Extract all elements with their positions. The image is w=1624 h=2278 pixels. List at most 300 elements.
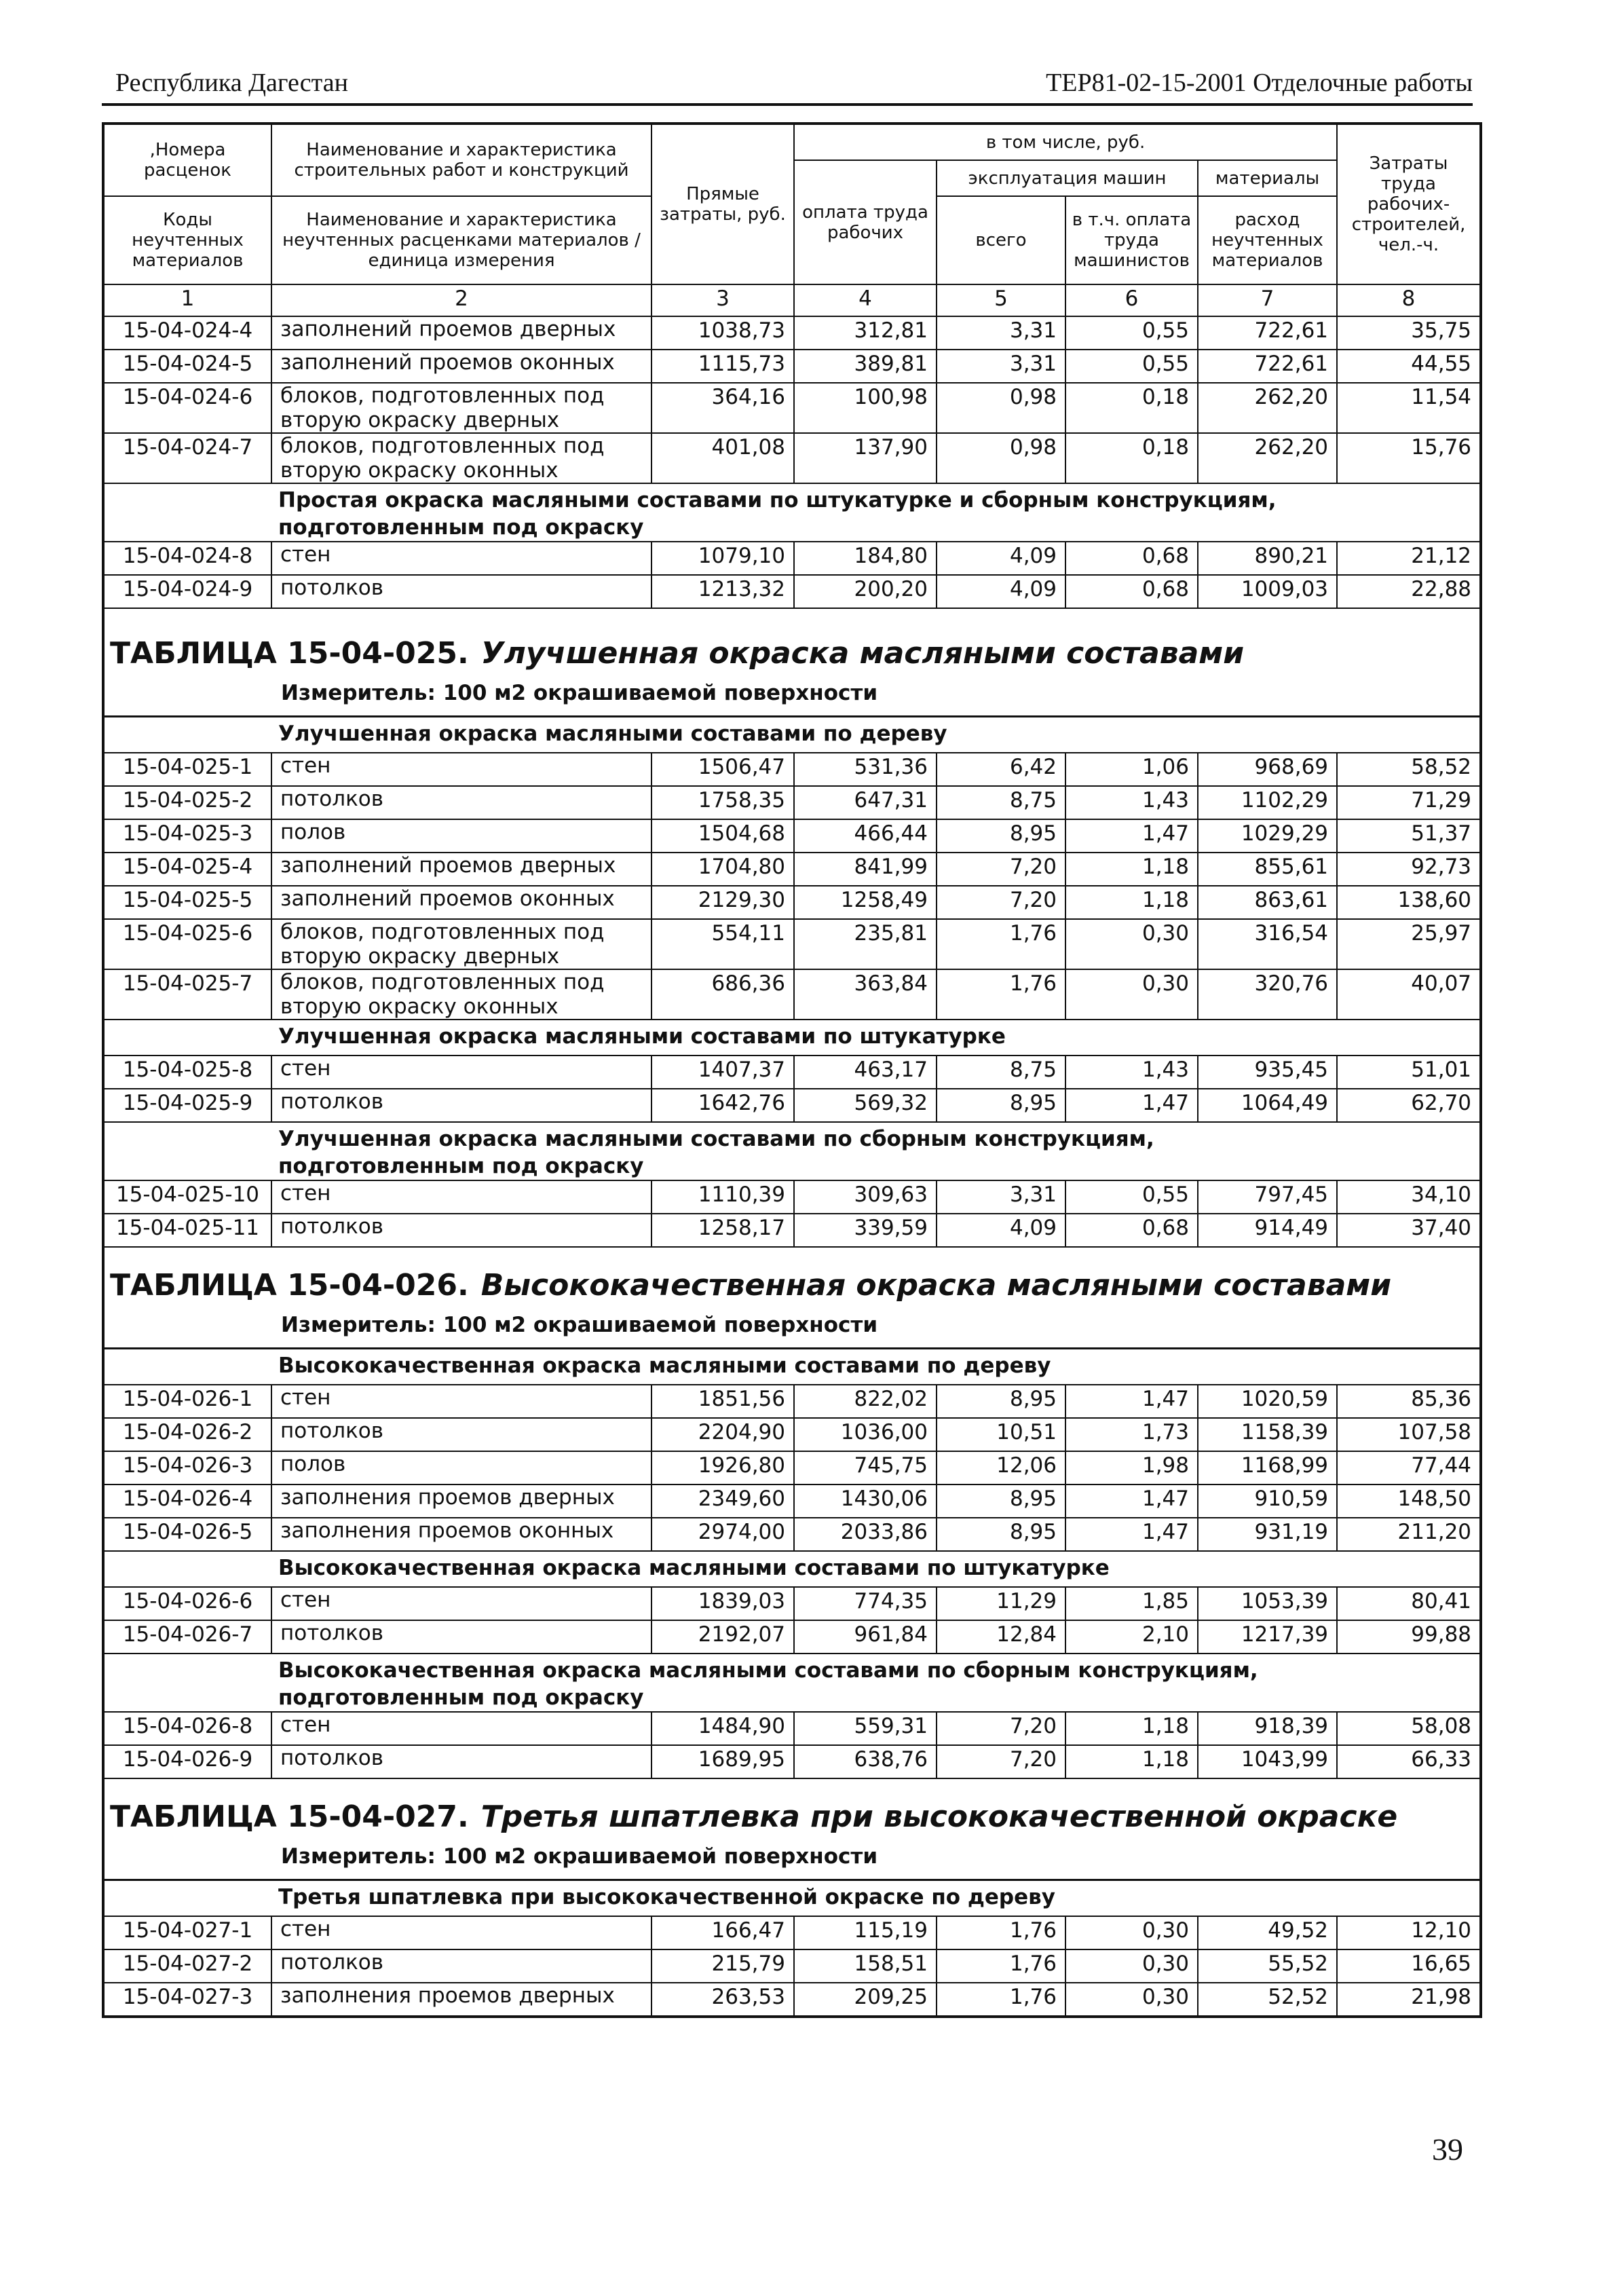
rate-code: 15-04-026-6 — [103, 1587, 271, 1620]
value-cell: 339,59 — [794, 1214, 937, 1247]
value-cell: 686,36 — [652, 969, 794, 1020]
value-cell: 559,31 — [794, 1712, 937, 1745]
section-heading: Высококачественная окраска масляными составами по дереву — [278, 1353, 1051, 1378]
value-cell: 1038,73 — [652, 316, 794, 350]
value-cell: 8,95 — [937, 819, 1065, 853]
rate-code: 15-04-026-2 — [103, 1418, 271, 1451]
value-cell: 389,81 — [794, 350, 937, 383]
section-heading-row — [103, 483, 1481, 542]
value-cell: 1430,06 — [794, 1485, 937, 1518]
value-cell: 1704,80 — [652, 853, 794, 886]
table-row — [103, 1983, 1481, 2017]
rate-code: 15-04-025-7 — [103, 969, 271, 1020]
rate-code: 15-04-025-5 — [103, 886, 271, 919]
value-cell: 935,45 — [1198, 1056, 1337, 1089]
value-cell: 0,55 — [1065, 350, 1198, 383]
rate-code: 15-04-026-3 — [103, 1451, 271, 1485]
rate-code: 15-04-024-5 — [103, 350, 271, 383]
value-cell: 722,61 — [1198, 316, 1337, 350]
value-cell: 184,80 — [794, 542, 937, 575]
section-heading-row — [103, 1122, 1481, 1180]
value-cell: 0,68 — [1065, 542, 1198, 575]
table-row — [103, 1949, 1481, 1983]
value-cell: 1,18 — [1065, 886, 1198, 919]
value-cell: 44,55 — [1337, 350, 1481, 383]
value-cell: 0,68 — [1065, 575, 1198, 608]
table-body — [103, 284, 1481, 2017]
section-heading-row — [103, 717, 1481, 753]
work-name: стен — [271, 542, 652, 575]
value-cell: 3,31 — [937, 316, 1065, 350]
table-name: Высококачественная окраска масляными составами — [480, 1268, 1392, 1303]
page-number: 39 — [1432, 2132, 1463, 2167]
work-name: заполнения проемов дверных — [271, 1983, 652, 2017]
value-cell: 92,73 — [1337, 853, 1481, 886]
work-name: стен — [271, 1180, 652, 1214]
section-heading-row — [103, 1880, 1481, 1917]
rate-code: 15-04-026-8 — [103, 1712, 271, 1745]
value-cell: 25,97 — [1337, 919, 1481, 969]
value-cell: 12,06 — [937, 1451, 1065, 1485]
value-cell: 745,75 — [794, 1451, 937, 1485]
table-row — [103, 433, 1481, 483]
work-name: блоков, подготовленных под вторую окраску оконных — [271, 433, 652, 483]
value-cell: 463,17 — [794, 1056, 937, 1089]
value-cell: 1506,47 — [652, 753, 794, 786]
value-cell: 55,52 — [1198, 1949, 1337, 1983]
table-row — [103, 919, 1481, 969]
rate-code: 15-04-025-9 — [103, 1089, 271, 1122]
rate-code: 15-04-025-2 — [103, 786, 271, 819]
work-name: потолков — [271, 786, 652, 819]
header-including: в том числе, руб. — [794, 124, 1337, 160]
table-row — [103, 1916, 1481, 1949]
column-number: 3 — [652, 284, 794, 316]
value-cell: 3,31 — [937, 1180, 1065, 1214]
value-cell: 2033,86 — [794, 1518, 937, 1551]
column-numbers-row — [103, 284, 1481, 316]
value-cell: 8,75 — [937, 786, 1065, 819]
work-name: блоков, подготовленных под вторую окраску дверных — [271, 383, 652, 433]
value-cell: 1,43 — [1065, 786, 1198, 819]
work-name: потолков — [271, 1745, 652, 1778]
work-name: блоков, подготовленных под вторую окраску оконных — [271, 969, 652, 1020]
value-cell: 1,76 — [937, 1916, 1065, 1949]
value-cell: 148,50 — [1337, 1485, 1481, 1518]
table-row — [103, 753, 1481, 786]
value-cell: 1020,59 — [1198, 1385, 1337, 1418]
value-cell: 1168,99 — [1198, 1451, 1337, 1485]
value-cell: 262,20 — [1198, 383, 1337, 433]
value-cell: 1158,39 — [1198, 1418, 1337, 1451]
value-cell: 99,88 — [1337, 1620, 1481, 1654]
table-row — [103, 786, 1481, 819]
value-cell: 7,20 — [937, 1745, 1065, 1778]
value-cell: 8,95 — [937, 1485, 1065, 1518]
table-row — [103, 1712, 1481, 1745]
value-cell: 100,98 — [794, 383, 937, 433]
rate-code: 15-04-026-4 — [103, 1485, 271, 1518]
rate-code: 15-04-024-7 — [103, 433, 271, 483]
value-cell: 1839,03 — [652, 1587, 794, 1620]
value-cell: 0,30 — [1065, 969, 1198, 1020]
value-cell: 4,09 — [937, 575, 1065, 608]
value-cell: 11,54 — [1337, 383, 1481, 433]
work-name: стен — [271, 1385, 652, 1418]
price-table — [102, 122, 1482, 2018]
value-cell: 85,36 — [1337, 1385, 1481, 1418]
value-cell: 35,75 — [1337, 316, 1481, 350]
value-cell: 12,10 — [1337, 1916, 1481, 1949]
section-heading-row — [103, 1349, 1481, 1385]
work-name: заполнений проемов дверных — [271, 853, 652, 886]
rate-code: 15-04-027-1 — [103, 1916, 271, 1949]
table-row — [103, 1418, 1481, 1451]
value-cell: 309,63 — [794, 1180, 937, 1214]
value-cell: 209,25 — [794, 1983, 937, 2017]
table-row — [103, 969, 1481, 1020]
table-row — [103, 1587, 1481, 1620]
value-cell: 0,68 — [1065, 1214, 1198, 1247]
value-cell: 1,18 — [1065, 1712, 1198, 1745]
value-cell: 722,61 — [1198, 350, 1337, 383]
value-cell: 774,35 — [794, 1587, 937, 1620]
value-cell: 37,40 — [1337, 1214, 1481, 1247]
work-name: заполнения проемов дверных — [271, 1485, 652, 1518]
value-cell: 77,44 — [1337, 1451, 1481, 1485]
value-cell: 11,29 — [937, 1587, 1065, 1620]
value-cell: 15,76 — [1337, 433, 1481, 483]
work-name: стен — [271, 1056, 652, 1089]
value-cell: 8,95 — [937, 1385, 1065, 1418]
table-row — [103, 853, 1481, 886]
value-cell: 3,31 — [937, 350, 1065, 383]
value-cell: 4,09 — [937, 542, 1065, 575]
header-doc-title: ТЕР81-02-15-2001 Отделочные работы — [1046, 69, 1473, 97]
value-cell: 8,75 — [937, 1056, 1065, 1089]
value-cell: 0,30 — [1065, 1983, 1198, 2017]
value-cell: 71,29 — [1337, 786, 1481, 819]
work-name: заполнений проемов оконных — [271, 886, 652, 919]
spacer-row — [103, 608, 1481, 621]
value-cell: 7,20 — [937, 1712, 1065, 1745]
work-name: стен — [271, 1712, 652, 1745]
table-title-row — [103, 1785, 1481, 1839]
value-cell: 961,84 — [794, 1620, 937, 1654]
value-cell: 855,61 — [1198, 853, 1337, 886]
value-cell: 7,20 — [937, 853, 1065, 886]
value-cell: 1,47 — [1065, 819, 1198, 853]
value-cell: 918,39 — [1198, 1712, 1337, 1745]
value-cell: 569,32 — [794, 1089, 937, 1122]
table-number: ТАБЛИЦА 15-04-025. — [110, 636, 469, 671]
value-cell: 137,90 — [794, 433, 937, 483]
column-number: 2 — [271, 284, 652, 316]
value-cell: 8,95 — [937, 1518, 1065, 1551]
header-machine-operation: эксплуатация машин — [937, 160, 1198, 196]
section-heading: Третья шпатлевка при высококачественной окраске по дереву — [278, 1885, 1055, 1909]
table-row — [103, 1214, 1481, 1247]
value-cell: 21,98 — [1337, 1983, 1481, 2017]
value-cell: 262,20 — [1198, 433, 1337, 483]
header-material-name: Наименование и характеристика неучтенных расценками материалов / единица измерения — [271, 196, 652, 284]
header-material-consumption: расход неучтенных материалов — [1198, 196, 1337, 284]
value-cell: 12,84 — [937, 1620, 1065, 1654]
value-cell: 554,11 — [652, 919, 794, 969]
rate-code: 15-04-027-2 — [103, 1949, 271, 1983]
value-cell: 1,47 — [1065, 1089, 1198, 1122]
value-cell: 0,30 — [1065, 919, 1198, 969]
section-heading: Простая окраска масляными составами по штукатурке и сборным конструкциям, подготовленным под окраску — [278, 488, 1277, 540]
column-number: 5 — [937, 284, 1065, 316]
value-cell: 1,76 — [937, 919, 1065, 969]
value-cell: 115,19 — [794, 1916, 937, 1949]
value-cell: 890,21 — [1198, 542, 1337, 575]
column-number: 6 — [1065, 284, 1198, 316]
value-cell: 7,20 — [937, 886, 1065, 919]
value-cell: 52,52 — [1198, 1983, 1337, 2017]
measure-unit: Измеритель: 100 м2 окрашиваемой поверхности — [103, 1307, 1481, 1349]
value-cell: 0,18 — [1065, 383, 1198, 433]
rate-code: 15-04-025-3 — [103, 819, 271, 853]
value-cell: 107,58 — [1337, 1418, 1481, 1451]
value-cell: 312,81 — [794, 316, 937, 350]
work-name: потолков — [271, 575, 652, 608]
table-row — [103, 1089, 1481, 1122]
value-cell: 1504,68 — [652, 819, 794, 853]
value-cell: 1,43 — [1065, 1056, 1198, 1089]
rate-code: 15-04-025-1 — [103, 753, 271, 786]
table-number: ТАБЛИЦА 15-04-027. — [110, 1799, 469, 1834]
section-heading-row — [103, 1020, 1481, 1056]
value-cell: 1036,00 — [794, 1418, 937, 1451]
value-cell: 914,49 — [1198, 1214, 1337, 1247]
value-cell: 638,76 — [794, 1745, 937, 1778]
section-heading: Высококачественная окраска масляными составами по сборным конструкциям, подготовленным под окраску — [278, 1658, 1258, 1710]
measure-row — [103, 1307, 1481, 1349]
value-cell: 58,08 — [1337, 1712, 1481, 1745]
rate-code: 15-04-026-1 — [103, 1385, 271, 1418]
table-header — [103, 124, 1481, 284]
table-row — [103, 1385, 1481, 1418]
rate-code: 15-04-025-6 — [103, 919, 271, 969]
value-cell: 797,45 — [1198, 1180, 1337, 1214]
value-cell: 647,31 — [794, 786, 937, 819]
spacer-row — [103, 1247, 1481, 1253]
value-cell: 863,61 — [1198, 886, 1337, 919]
rate-code: 15-04-024-9 — [103, 575, 271, 608]
value-cell: 66,33 — [1337, 1745, 1481, 1778]
value-cell: 968,69 — [1198, 753, 1337, 786]
value-cell: 1642,76 — [652, 1089, 794, 1122]
header-machine-total: всего — [937, 196, 1065, 284]
work-name: заполнения проемов оконных — [271, 1518, 652, 1551]
spacer-row — [103, 1778, 1481, 1785]
value-cell: 6,42 — [937, 753, 1065, 786]
rate-code: 15-04-024-6 — [103, 383, 271, 433]
value-cell: 0,55 — [1065, 316, 1198, 350]
section-heading: Улучшенная окраска масляными составами по сборным конструкциям, подготовленным под окраску — [278, 1127, 1154, 1178]
header-rate-numbers: ,Номера расценок — [103, 124, 271, 196]
value-cell: 1,98 — [1065, 1451, 1198, 1485]
value-cell: 49,52 — [1198, 1916, 1337, 1949]
value-cell: 200,20 — [794, 575, 937, 608]
work-name: стен — [271, 1587, 652, 1620]
value-cell: 2349,60 — [652, 1485, 794, 1518]
value-cell: 1,47 — [1065, 1485, 1198, 1518]
value-cell: 62,70 — [1337, 1089, 1481, 1122]
value-cell: 2974,00 — [652, 1518, 794, 1551]
table-row — [103, 886, 1481, 919]
column-number: 1 — [103, 284, 271, 316]
table-name: Улучшенная окраска масляными составами — [480, 636, 1245, 671]
value-cell: 235,81 — [794, 919, 937, 969]
value-cell: 363,84 — [794, 969, 937, 1020]
work-name: стен — [271, 753, 652, 786]
value-cell: 1,76 — [937, 1949, 1065, 1983]
value-cell: 1110,39 — [652, 1180, 794, 1214]
measure-unit: Измеритель: 100 м2 окрашиваемой поверхности — [103, 675, 1481, 717]
section-heading: Улучшенная окраска масляными составами по дереву — [278, 722, 947, 746]
work-name: заполнений проемов оконных — [271, 350, 652, 383]
value-cell: 16,65 — [1337, 1949, 1481, 1983]
work-name: полов — [271, 1451, 652, 1485]
value-cell: 1851,56 — [652, 1385, 794, 1418]
rate-code: 15-04-026-5 — [103, 1518, 271, 1551]
value-cell: 2192,07 — [652, 1620, 794, 1654]
work-name: блоков, подготовленных под вторую окраску дверных — [271, 919, 652, 969]
column-number: 8 — [1337, 284, 1481, 316]
value-cell: 8,95 — [937, 1089, 1065, 1122]
value-cell: 1258,17 — [652, 1214, 794, 1247]
work-name: потолков — [271, 1089, 652, 1122]
rate-code: 15-04-027-3 — [103, 1983, 271, 2017]
header-worker-pay: оплата труда рабочих — [794, 160, 937, 284]
page-header — [102, 62, 1473, 106]
work-name: стен — [271, 1916, 652, 1949]
table-row — [103, 575, 1481, 608]
work-name: потолков — [271, 1620, 652, 1654]
value-cell: 0,30 — [1065, 1916, 1198, 1949]
work-name: потолков — [271, 1214, 652, 1247]
value-cell: 1407,37 — [652, 1056, 794, 1089]
table-row — [103, 1745, 1481, 1778]
rate-code: 15-04-024-4 — [103, 316, 271, 350]
value-cell: 1,47 — [1065, 1385, 1198, 1418]
value-cell: 58,52 — [1337, 753, 1481, 786]
value-cell: 1217,39 — [1198, 1620, 1337, 1654]
price-table-wrapper — [102, 122, 1479, 2018]
value-cell: 34,10 — [1337, 1180, 1481, 1214]
value-cell: 1758,35 — [652, 786, 794, 819]
work-name: заполнений проемов дверных — [271, 316, 652, 350]
value-cell: 0,98 — [937, 383, 1065, 433]
column-number: 7 — [1198, 284, 1337, 316]
value-cell: 1009,03 — [1198, 575, 1337, 608]
value-cell: 531,36 — [794, 753, 937, 786]
value-cell: 1079,10 — [652, 542, 794, 575]
value-cell: 263,53 — [652, 1983, 794, 2017]
value-cell: 51,37 — [1337, 819, 1481, 853]
value-cell: 466,44 — [794, 819, 937, 853]
column-number: 4 — [794, 284, 937, 316]
value-cell: 1,18 — [1065, 853, 1198, 886]
value-cell: 138,60 — [1337, 886, 1481, 919]
value-cell: 211,20 — [1337, 1518, 1481, 1551]
value-cell: 1258,49 — [794, 886, 937, 919]
work-name: потолков — [271, 1418, 652, 1451]
section-heading-row — [103, 1654, 1481, 1712]
value-cell: 158,51 — [794, 1949, 937, 1983]
value-cell: 2204,90 — [652, 1418, 794, 1451]
work-name: полов — [271, 819, 652, 853]
rate-code: 15-04-026-7 — [103, 1620, 271, 1654]
rate-code: 15-04-025-4 — [103, 853, 271, 886]
value-cell: 0,55 — [1065, 1180, 1198, 1214]
table-row — [103, 1180, 1481, 1214]
header-work-name: Наименование и характеристика строительных работ и конструкций — [271, 124, 652, 196]
value-cell: 1029,29 — [1198, 819, 1337, 853]
value-cell: 1064,49 — [1198, 1089, 1337, 1122]
rate-code: 15-04-025-11 — [103, 1214, 271, 1247]
value-cell: 51,01 — [1337, 1056, 1481, 1089]
work-name: потолков — [271, 1949, 652, 1983]
measure-unit: Измеритель: 100 м2 окрашиваемой поверхности — [103, 1839, 1481, 1880]
value-cell: 1,76 — [937, 969, 1065, 1020]
header-region: Республика Дагестан — [115, 69, 348, 97]
table-row — [103, 1056, 1481, 1089]
value-cell: 10,51 — [937, 1418, 1065, 1451]
table-row — [103, 542, 1481, 575]
value-cell: 21,12 — [1337, 542, 1481, 575]
header-labor-costs: Затраты труда рабочих-строителей, чел.-ч. — [1337, 124, 1481, 284]
table-row — [103, 383, 1481, 433]
rate-code: 15-04-025-10 — [103, 1180, 271, 1214]
value-cell: 0,30 — [1065, 1949, 1198, 1983]
value-cell: 316,54 — [1198, 919, 1337, 969]
table-number: ТАБЛИЦА 15-04-026. — [110, 1268, 469, 1303]
table-title-row — [103, 1253, 1481, 1307]
table-row — [103, 1620, 1481, 1654]
value-cell: 1102,29 — [1198, 786, 1337, 819]
value-cell: 401,08 — [652, 433, 794, 483]
value-cell: 1115,73 — [652, 350, 794, 383]
value-cell: 2129,30 — [652, 886, 794, 919]
section-heading: Улучшенная окраска масляными составами по штукатурке — [278, 1024, 1006, 1049]
value-cell: 320,76 — [1198, 969, 1337, 1020]
value-cell: 166,47 — [652, 1916, 794, 1949]
measure-row — [103, 1839, 1481, 1880]
value-cell: 1,06 — [1065, 753, 1198, 786]
rate-code: 15-04-025-8 — [103, 1056, 271, 1089]
value-cell: 1043,99 — [1198, 1745, 1337, 1778]
header-material-codes: Коды неучтенных материалов — [103, 196, 271, 284]
value-cell: 1484,90 — [652, 1712, 794, 1745]
measure-row — [103, 675, 1481, 717]
value-cell: 40,07 — [1337, 969, 1481, 1020]
table-title-row — [103, 621, 1481, 675]
value-cell: 1689,95 — [652, 1745, 794, 1778]
value-cell: 80,41 — [1337, 1587, 1481, 1620]
table-row — [103, 1451, 1481, 1485]
header-materials: материалы — [1198, 160, 1337, 196]
value-cell: 4,09 — [937, 1214, 1065, 1247]
value-cell: 1053,39 — [1198, 1587, 1337, 1620]
value-cell: 822,02 — [794, 1385, 937, 1418]
table-row — [103, 316, 1481, 350]
value-cell: 841,99 — [794, 853, 937, 886]
section-heading-row — [103, 1551, 1481, 1587]
